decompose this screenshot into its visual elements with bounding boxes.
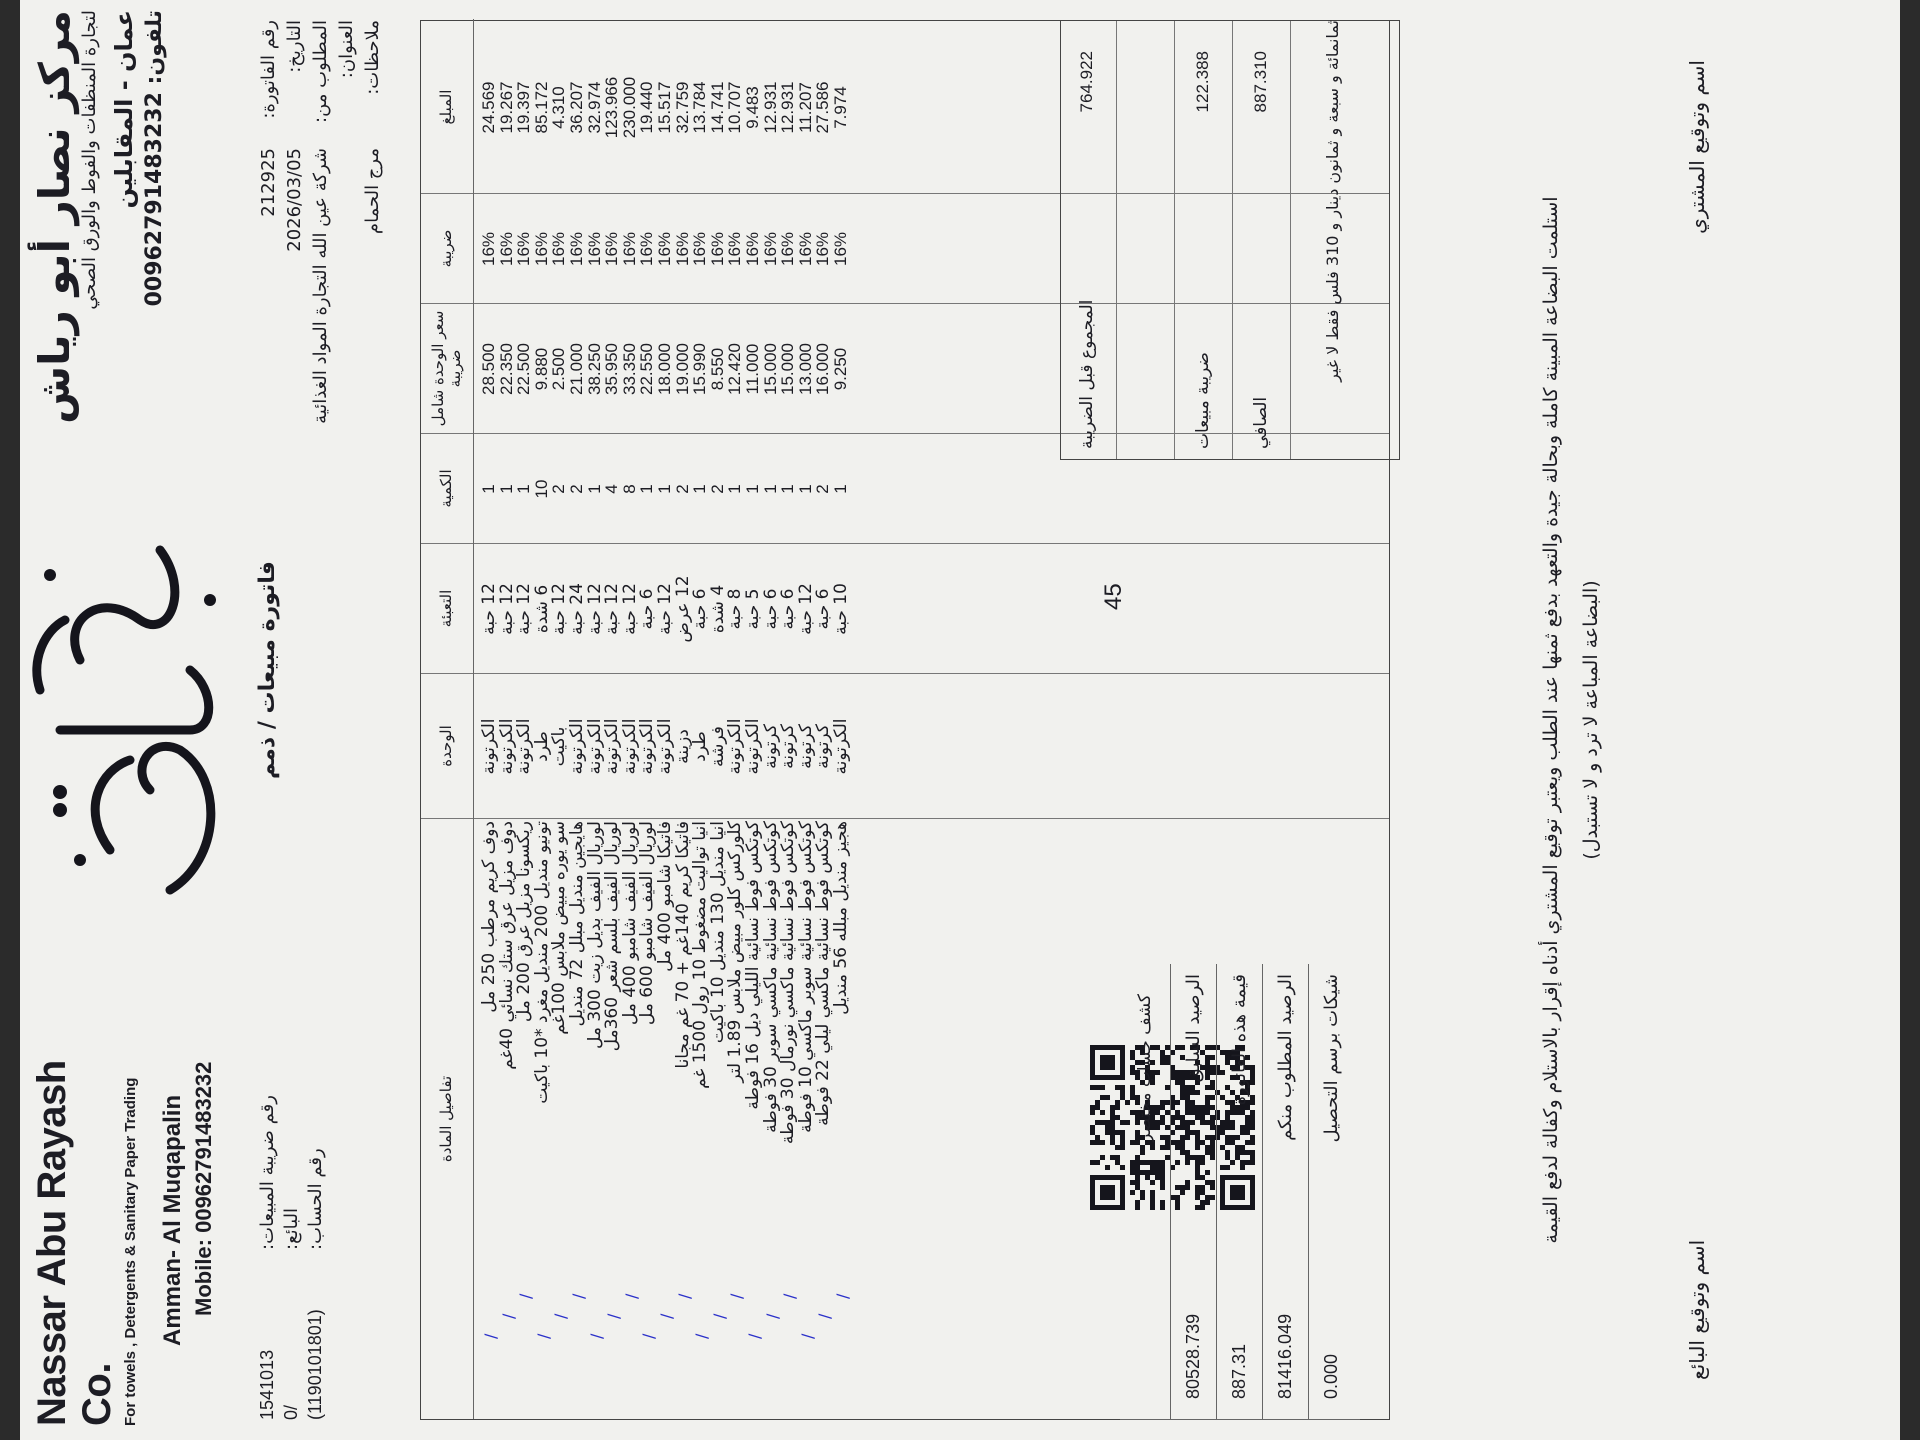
qr-module — [1100, 1085, 1105, 1090]
cell-desc: فاتيكا كريم 140غم + 70 غم مجانا — [672, 821, 693, 1069]
cell-qty: 2 — [549, 484, 569, 494]
qr-module — [1095, 1120, 1100, 1125]
cell-qty: 1 — [584, 484, 604, 494]
cell-pack: 12 حبة — [496, 583, 517, 635]
company-name-en: Nassar Abu Rayash Co. — [30, 1060, 119, 1426]
qr-module — [1090, 1105, 1095, 1110]
qr-module — [1105, 1125, 1110, 1130]
cell-desc: لوريال الفيف بلسم شعر 360مل — [602, 821, 623, 1052]
cell-qty: 1 — [690, 484, 710, 494]
cell-tax: 16% — [795, 231, 815, 267]
handwritten-tick-mark: / — [833, 1293, 852, 1299]
notes-label: ملاحظات: — [361, 20, 383, 95]
handwritten-tick-mark: / — [762, 1313, 782, 1319]
account-summary-label: الرصيد المطلوب منكم — [1275, 974, 1296, 1141]
handwritten-tick-mark: / — [621, 1293, 641, 1299]
cell-amount: 14.741 — [707, 81, 727, 134]
invoice-number-value: 212925 — [257, 148, 279, 217]
cell-amount: 19.397 — [514, 81, 534, 134]
qr-module — [1110, 1115, 1115, 1120]
cell-tax: 16% — [637, 231, 657, 267]
cell-price: 19.000 — [672, 343, 692, 395]
cell-amount: 9.483 — [743, 86, 762, 129]
qr-module — [1105, 1165, 1110, 1170]
cell-amount: 19.267 — [496, 81, 516, 134]
customer-row — [307, 20, 333, 580]
col-divider — [421, 818, 1389, 819]
acknowledgment-text: استلمت البضاعة المبينة كاملة وبحالة جيدة والتعهد بدفع ثمنها عند الطلب ويعتبر توقيع المشتري أدناه إقرار بالاستلام وكفالة لدفع القيمة — [1540, 196, 1562, 1244]
cell-desc: كوتكس فوط نسائية سوبر ماكسي 10 فوطة — [795, 821, 816, 1133]
account-label: رقم الحساب: — [304, 1148, 326, 1250]
cell-qty: 1 — [760, 484, 780, 494]
cell-desc: دوف مزيل عرق ستك نسائي 40غم — [496, 821, 517, 1070]
cell-price: 22.500 — [514, 343, 534, 395]
qr-module — [1090, 1160, 1095, 1165]
qr-module — [1090, 1130, 1095, 1135]
cell-tax: 16% — [690, 231, 710, 267]
col-header-price: سعر الوحدة شامل ضريبة — [421, 304, 473, 434]
cell-qty: 1 — [831, 484, 850, 494]
header-divider — [473, 19, 474, 1419]
cell-qty: 2 — [707, 484, 727, 494]
handwritten-tick-mark: / — [745, 1333, 764, 1339]
company-tagline-en: For towels , Detergents & Sanitary Paper Trading — [122, 1077, 139, 1426]
qr-module — [1095, 1085, 1100, 1090]
cell-unit: الكرتونة — [584, 718, 605, 775]
cell-pack: 12 حبة — [479, 583, 499, 635]
col-header-amount: المبلغ — [421, 21, 473, 194]
company-header-ar — [30, 10, 167, 470]
cell-desc: هايجين منديل مبلل 72 منديل — [567, 821, 587, 1027]
cell-unit: الكرتونة — [655, 718, 675, 775]
totals-row — [1235, 21, 1291, 459]
qr-module — [1110, 1130, 1115, 1135]
cell-pack: 10 حبة — [831, 583, 851, 635]
cell-tax: 16% — [831, 231, 850, 267]
account-summary-value: 0.000 — [1321, 1353, 1341, 1399]
cell-tax: 16% — [707, 231, 727, 267]
cell-qty: 10 — [531, 479, 551, 499]
qr-module — [1110, 1105, 1115, 1110]
cell-pack: 8 حبة — [725, 588, 746, 630]
cell-unit: الكرتونة — [637, 718, 658, 775]
qr-module — [1090, 1085, 1095, 1090]
company-city-en: Amman- Al Muqapalin — [159, 1094, 186, 1346]
qr-module — [1100, 1110, 1105, 1115]
cell-unit: كرتونة — [795, 724, 816, 769]
cell-desc: ريكسونا مزيل عرق 200 مل — [514, 821, 535, 1023]
cell-desc: كلوركس كلور مبيض ملابس 1.89 لتر — [725, 821, 746, 1083]
qr-module — [1100, 1140, 1105, 1145]
handwritten-tick-mark: / — [674, 1293, 694, 1299]
cell-qty: 1 — [514, 484, 534, 494]
cell-unit: الكرتونة — [619, 718, 640, 775]
cell-tax: 16% — [531, 231, 551, 267]
cell-desc: هجيز منديل مبلله 56 منديل — [831, 821, 851, 1015]
account-summary-row — [1216, 964, 1263, 1419]
handwritten-tick-mark: / — [533, 1333, 553, 1339]
amount-in-words: ثمانمائة و سبعة و ثمانون دينار و 310 فلس فقط لا غير — [1323, 20, 1342, 382]
cell-tax: 16% — [549, 231, 569, 267]
cell-tax: 16% — [760, 231, 780, 267]
handwritten-tick-mark: / — [692, 1333, 712, 1339]
address-row — [333, 20, 359, 580]
cell-pack: 5 حبة — [743, 588, 763, 630]
cell-price: 2.500 — [549, 347, 569, 391]
cell-pack: 6 شدة — [531, 584, 552, 634]
totals-row — [1061, 21, 1117, 459]
seller-row — [279, 900, 303, 1420]
col-header-tax: ضريبة — [421, 194, 473, 304]
cell-pack: 6 حبة — [813, 588, 834, 630]
cell-price: 15.000 — [778, 343, 798, 395]
cell-price: 28.500 — [479, 343, 498, 395]
handwritten-tick-mark: / — [639, 1333, 659, 1339]
cell-pack: 6 حبة — [760, 588, 781, 630]
cell-tax: 16% — [672, 231, 692, 267]
customer-value: شركة عين الله التجارة المواد الغذائية — [309, 148, 331, 424]
cell-pack: 12 حبة — [602, 583, 623, 635]
cell-amount: 32.759 — [672, 81, 692, 134]
cell-price: 13.000 — [795, 343, 815, 395]
qr-module — [1100, 1155, 1105, 1160]
cell-price: 15.990 — [690, 343, 710, 395]
calligraphy-logo — [20, 520, 240, 920]
cell-price: 9.250 — [831, 347, 850, 391]
cell-tax: 16% — [813, 231, 833, 267]
cell-tax: 16% — [743, 231, 762, 267]
qr-module — [1105, 1120, 1110, 1125]
cell-pack: 12 حبة — [619, 583, 640, 635]
cell-unit: باكيت — [549, 726, 570, 767]
cell-pack: 24 حبة — [567, 583, 587, 635]
cell-amount: 15.517 — [655, 81, 674, 134]
qr-module — [1090, 1125, 1095, 1130]
cell-amount: 4.310 — [549, 86, 569, 129]
cell-tax: 16% — [602, 231, 622, 267]
account-summary-label: الرصيد السابق — [1183, 974, 1204, 1083]
cell-qty: 2 — [567, 484, 586, 494]
seller-label: البائع: — [280, 1207, 302, 1250]
qr-module — [1110, 1120, 1115, 1125]
cell-amount: 13.784 — [690, 81, 710, 134]
cell-amount: 32.974 — [584, 81, 604, 134]
cell-tax: 16% — [584, 231, 604, 267]
customer-label: المطلوب من: — [309, 20, 331, 123]
cell-unit: كرتونة — [760, 724, 781, 769]
cell-price: 38.250 — [584, 343, 604, 395]
cell-unit: الكرتونة — [479, 718, 499, 775]
cell-price: 33.350 — [619, 343, 639, 395]
col-header-unit: الوحدة — [421, 674, 473, 819]
cell-price: 8.550 — [707, 347, 727, 391]
col-divider — [421, 543, 1389, 544]
company-city-ar: عمان - المقابلين — [110, 10, 138, 209]
handwritten-tick-mark: / — [481, 1333, 500, 1339]
cell-tax: 16% — [496, 231, 516, 267]
cell-pack: 6 حبة — [778, 588, 799, 630]
qr-module — [1110, 1140, 1115, 1145]
cell-qty: 1 — [778, 484, 798, 494]
tax-number-value: 1541013 — [256, 1349, 277, 1420]
cell-unit: الكرتونة — [743, 718, 763, 775]
handwritten-tick-mark: / — [551, 1313, 571, 1319]
company-header-en — [30, 996, 217, 1426]
cell-qty: 8 — [619, 484, 639, 494]
cell-amount: 27.586 — [813, 81, 833, 134]
cell-qty: 1 — [496, 484, 516, 494]
totals-label: الصافي — [1251, 396, 1271, 449]
col-header-desc: تفاصيل المادة — [437, 1075, 456, 1163]
qr-module — [1110, 1135, 1115, 1140]
cell-amount: 36.207 — [567, 81, 586, 134]
account-summary-value: 81416.049 — [1275, 1313, 1295, 1399]
cell-amount: 10.707 — [725, 81, 745, 134]
cell-qty: 1 — [743, 484, 762, 494]
cell-qty: 1 — [637, 484, 657, 494]
account-summary-label: شيكات برسم التحصيل — [1321, 974, 1342, 1143]
cell-amount: 7.974 — [831, 86, 850, 129]
cell-price: 11.000 — [743, 343, 762, 395]
cell-unit: كرتونة — [778, 724, 799, 769]
cell-pack: 12 حبة — [655, 583, 675, 635]
handwritten-tick-mark: / — [586, 1333, 606, 1339]
cell-unit: الكرتونة — [496, 718, 517, 775]
cell-price: 18.000 — [655, 343, 674, 395]
company-mobile-en: Mobile: 00962791483232 — [191, 1061, 216, 1316]
totals-row — [1119, 21, 1175, 459]
cell-amount: 85.172 — [531, 81, 551, 134]
qr-module — [1100, 1120, 1105, 1125]
company-mobile-ar: تلفون: 00962791483232 — [142, 10, 167, 307]
handwritten-tick-mark: / — [604, 1313, 624, 1319]
handwritten-tick-mark: / — [657, 1313, 676, 1319]
cell-price: 15.000 — [760, 343, 780, 395]
cell-unit: طرد — [690, 731, 711, 762]
cell-pack: 12 عرض — [672, 575, 693, 643]
account-summary — [1120, 964, 1360, 1420]
invoice-info-block — [255, 20, 385, 580]
cell-price: 16.000 — [813, 343, 833, 395]
cell-unit: الكرتونة — [725, 718, 746, 775]
cell-tax: 16% — [514, 231, 534, 267]
handwritten-tick-mark: / — [780, 1293, 800, 1299]
cell-pack: 6 حبة — [637, 588, 658, 630]
handwritten-tick-mark: / — [709, 1313, 729, 1319]
invoice-title: فاتورة مبيعات / ذمم — [255, 561, 280, 779]
cell-tax: 16% — [567, 231, 586, 267]
qr-module — [1095, 1105, 1100, 1110]
handwritten-tick-mark: / — [569, 1293, 588, 1299]
qr-module — [1095, 1140, 1100, 1145]
qr-module — [1090, 1110, 1095, 1115]
company-tagline-ar: لتجارة المنظفات والفوط والورق الصحي — [79, 10, 100, 310]
cell-unit: دزينة — [672, 729, 693, 764]
cell-qty: 1 — [725, 484, 745, 494]
handwritten-tick-mark: / — [727, 1293, 747, 1299]
cell-amount: 11.207 — [795, 82, 815, 133]
notes-row — [359, 20, 385, 580]
cell-desc: لوريال الفيف شامبو 400 مل — [619, 821, 640, 1026]
buyer-signature-label: اسم وتوقيع المشتري — [1685, 60, 1709, 234]
cell-amount: 230.000 — [619, 76, 639, 139]
handwritten-tick-mark: / — [498, 1313, 518, 1319]
qr-module — [1105, 1095, 1110, 1100]
total-quantity: 45 — [1100, 583, 1127, 610]
invoice-date-label: التاريخ: — [283, 20, 305, 73]
cell-qty: 1 — [795, 484, 815, 494]
cell-amount: 12.931 — [778, 81, 798, 134]
tax-number-row — [255, 900, 279, 1420]
cell-amount: 123.966 — [602, 76, 622, 139]
cell-unit: الكرتونة — [567, 718, 587, 775]
cell-pack: 12 حبة — [795, 583, 816, 635]
invoice-number-row — [255, 20, 281, 580]
qr-module — [1110, 1110, 1115, 1115]
totals-summary — [1060, 20, 1400, 460]
company-name-ar: مركز نصار أبو رياش — [30, 10, 79, 424]
totals-row — [1177, 21, 1233, 459]
invoice-date-value: 2026/03/05 — [283, 148, 305, 252]
qr-module — [1110, 1125, 1115, 1130]
cell-desc: لوريال الفيف شامبو 600 مل — [637, 821, 658, 1026]
cell-desc: فاتيكا شامبو 400 مل — [655, 821, 675, 972]
qr-module — [1110, 1155, 1115, 1160]
qr-module — [1100, 1095, 1105, 1100]
cell-desc: كوتكس فوط نسائية ماكسي نورمال 30 فوطة — [778, 821, 799, 1145]
cell-unit: الكرتونة — [831, 718, 851, 775]
qr-module — [1105, 1130, 1110, 1135]
cell-tax: 16% — [725, 231, 745, 267]
cell-unit: فرشة — [707, 726, 728, 767]
cell-qty: 2 — [813, 484, 833, 494]
totals-value: 887.310 — [1251, 51, 1270, 113]
cell-price: 22.550 — [637, 343, 657, 395]
cell-pack: 12 حبة — [549, 583, 570, 635]
seller-value: 0/ — [280, 1404, 301, 1420]
account-summary-label: قيمة هذه الفاتورة — [1229, 974, 1250, 1106]
cell-tax: 16% — [655, 231, 674, 267]
cell-desc: كوتكس فوط نسائية ماكسي سوبر 30 فوطة — [760, 821, 781, 1133]
qr-module — [1095, 1135, 1100, 1140]
handwritten-tick-mark: / — [797, 1333, 817, 1339]
cell-desc: كوتكس فوط نسائية الليلي ديل 16 فوطة — [743, 821, 763, 1110]
handwritten-tick-mark: / — [815, 1313, 835, 1319]
cell-tax: 16% — [619, 231, 639, 267]
tax-number-label: رقم ضريبة المبيعات: — [256, 1095, 278, 1250]
cell-qty: 1 — [655, 484, 674, 494]
cell-price: 22.350 — [496, 343, 516, 395]
cell-pack: 6 حبة — [690, 588, 711, 630]
cell-unit: كرتونة — [813, 724, 834, 769]
cell-desc: انيا منديل 130 منديل 10 باكيت — [707, 821, 728, 1044]
cell-desc: سو يوره مبيض ملابس 100غم — [549, 821, 570, 1035]
col-header-pack: التعبئة — [421, 544, 473, 674]
cell-amount: 24.569 — [479, 81, 498, 134]
seller-signature-label: اسم وتوقيع البائع — [1685, 1239, 1709, 1380]
cell-qty: 1 — [479, 484, 498, 494]
totals-label: ضريبة مبيعات — [1193, 352, 1213, 449]
cell-desc: انيا تواليت مضغوط 10 رول 1500 غم — [690, 821, 711, 1089]
cell-unit: الكرتونة — [514, 718, 535, 775]
totals-value: 764.922 — [1077, 51, 1096, 113]
col-divider — [421, 673, 1389, 674]
account-summary-row — [1170, 964, 1217, 1419]
qr-module — [1100, 1185, 1115, 1200]
qr-module — [1100, 1055, 1115, 1070]
cell-qty: 4 — [602, 484, 622, 494]
cell-desc: لوريال الفيف بديل زيت 300 مل — [584, 821, 605, 1050]
cell-price: 12.420 — [725, 343, 745, 395]
col-header-qty: الكمية — [421, 434, 473, 544]
cell-pack: 12 حبة — [584, 583, 605, 635]
invoice-paper — [20, 0, 1900, 1440]
cell-qty: 2 — [672, 484, 692, 494]
account-value: (1190101801) — [304, 1309, 325, 1420]
tax-info-block — [255, 900, 327, 1420]
totals-label: المجموع قبل الضريبة — [1077, 299, 1097, 449]
cell-pack: 4 شدة — [707, 584, 728, 634]
account-summary-row — [1262, 964, 1309, 1419]
cell-price: 35.950 — [602, 343, 622, 395]
account-row — [303, 900, 327, 1420]
cell-desc: كوتكس فوط نسائية ماكسي ليلي 22 فوطة — [813, 821, 834, 1126]
cell-unit: الكرتونة — [602, 718, 623, 775]
handwritten-tick-mark: / — [516, 1293, 536, 1299]
invoice-date-row — [281, 20, 307, 580]
invoice-number-label: رقم الفاتورة: — [257, 20, 279, 119]
qr-module — [1095, 1160, 1100, 1165]
notes-value: مرج الحمام — [361, 148, 383, 235]
account-summary-row — [1308, 964, 1355, 1419]
account-summary-value: 80528.739 — [1183, 1313, 1203, 1399]
qr-module — [1095, 1100, 1100, 1105]
cell-desc: تونيو منديل 200 منديل مغرد *10 باكيت — [531, 821, 552, 1104]
cell-tax: 16% — [778, 231, 798, 267]
qr-module — [1090, 1140, 1095, 1145]
address-label: العنوان: — [335, 20, 357, 79]
cell-price: 9.880 — [531, 347, 551, 391]
cell-price: 21.000 — [567, 343, 586, 395]
account-summary-value: 887.31 — [1229, 1343, 1249, 1399]
cell-amount: 12.931 — [760, 81, 780, 134]
cell-amount: 19.440 — [637, 81, 657, 134]
cell-pack: 12 حبة — [514, 583, 535, 635]
cell-desc: دوف كريم مرطب 250 مل — [479, 821, 499, 1013]
no-return-note: (البضاعة المباعة لا ترد و لا تستبدل) — [1580, 580, 1602, 860]
totals-value: 122.388 — [1193, 51, 1212, 113]
account-summary-title: كشف حساب مختصر — [1135, 994, 1155, 1142]
cell-unit: طرد — [531, 731, 552, 762]
cell-tax: 16% — [479, 231, 498, 267]
